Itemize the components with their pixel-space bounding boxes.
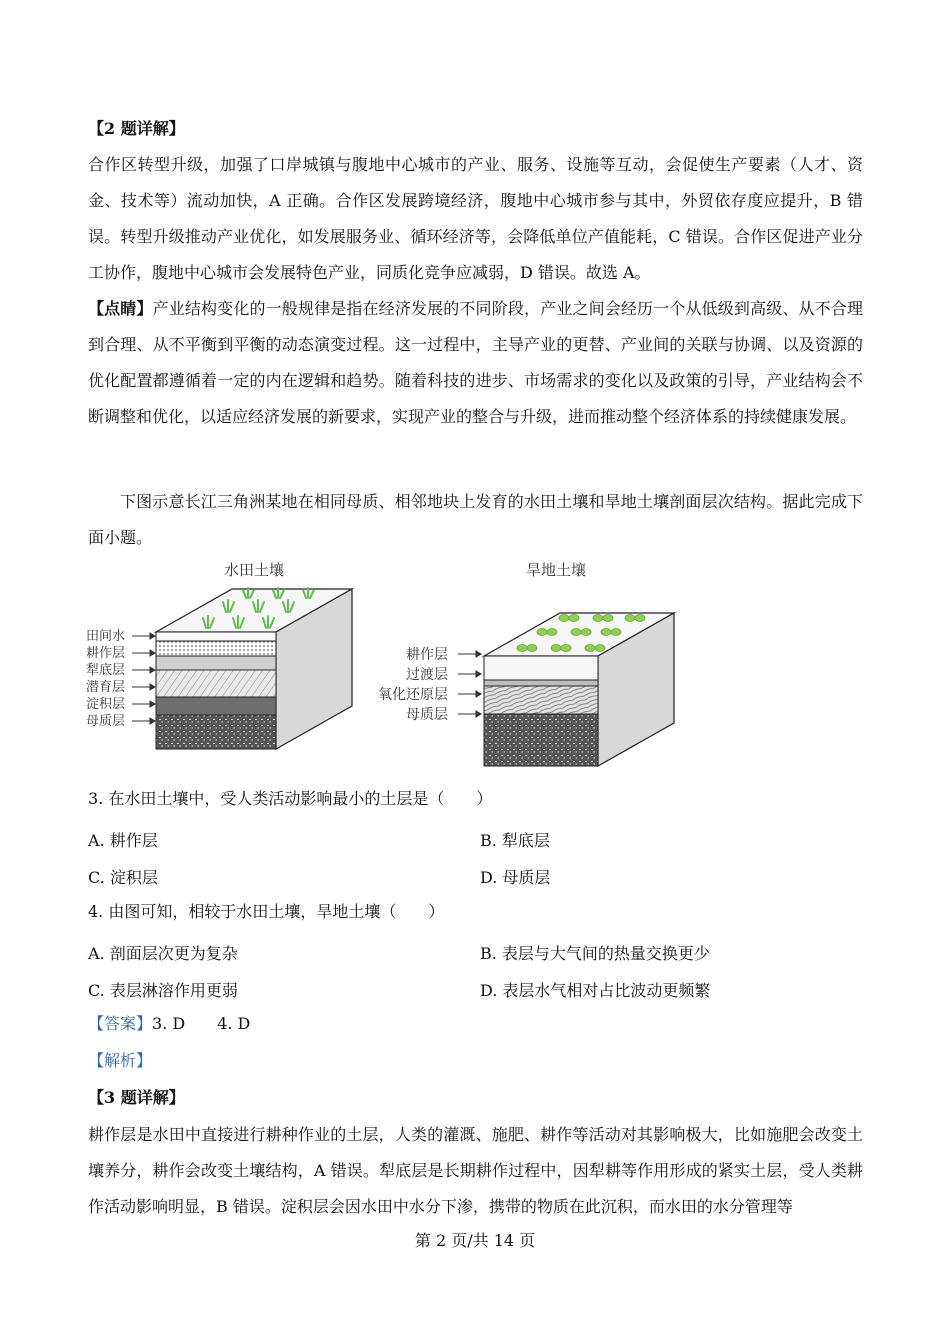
q3-option-c: C. 淀积层 (88, 868, 158, 887)
paddy-arrows (132, 633, 155, 724)
paddy-soil-title: 水田土壤 (224, 561, 285, 579)
q2-heading: 【2 题详解】 (88, 119, 185, 138)
dry-label-redox: 氧化还原层 (378, 687, 448, 703)
q3-option-a: A. 耕作层 (88, 831, 158, 850)
soil-profile-figure (86, 556, 686, 776)
analysis-label: 【解析】 (88, 1051, 153, 1070)
answer-label: 【答案】 (88, 1014, 153, 1033)
dry-label-transition: 过渡层 (406, 667, 448, 683)
dry-soil-block (484, 613, 674, 766)
figure-intro: 下图示意长江三角洲某地在相同母质、相邻地块上发育的水田土壤和旱地土壤剖面层次结构。据此完成下面小题。 (88, 492, 863, 547)
q4-option-a: A. 剖面层次更为复杂 (88, 944, 238, 963)
q4-option-b: B. 表层与大气间的热量交换更少 (480, 944, 710, 963)
dianjing-label: 【点睛】 (88, 299, 153, 318)
question-3-stem: 3. 在水田土壤中，受人类活动影响最小的土层是（ ） (88, 789, 493, 808)
dry-soil-title: 旱地土壤 (526, 561, 587, 579)
q4-option-d: D. 表层水气相对占比波动更频繁 (480, 981, 711, 1000)
paddy-label-illuvial: 淀积层 (86, 697, 126, 712)
question-4-stem: 4. 由图可知，相较于水田土壤，旱地土壤（ ） (88, 902, 445, 921)
q3-option-d: D. 母质层 (480, 868, 551, 887)
paddy-label-tillage: 耕作层 (86, 646, 126, 661)
dry-label-tillage: 耕作层 (406, 647, 448, 663)
q3-heading: 【3 题详解】 (88, 1088, 185, 1107)
dry-label-parent: 母质层 (406, 707, 448, 723)
paddy-soil-block (156, 588, 352, 749)
dianjing-paragraph (88, 291, 863, 435)
answer-text: 3. D 4. D (152, 1014, 251, 1033)
q2-explanation: 合作区转型升级，加强了口岸城镇与腹地中心城市的产业、服务、设施等互动，会促使生产要素（人才、资金、技术等）流动加快，A 正确。合作区发展跨境经济，腹地中心城市参与其中，外贸依存度应提升，B 错误。转型升级推动产业优化，如发展服务业、循环经济等，会降低单位产值能耗，C 错误。合作区促进产业分工协作，腹地中心城市会发展特色产业，同质化竞争应减弱，D 错误。故选 A。 (88, 155, 863, 282)
answer-line (88, 1006, 863, 1042)
paddy-label-field-water: 田间水 (86, 629, 126, 644)
paddy-label-gley: 潜育层 (86, 680, 126, 695)
page-footer: 第 2 页/共 14 页 (414, 1231, 536, 1250)
q3-option-b: B. 犁底层 (480, 831, 550, 850)
dry-arrows (458, 651, 481, 717)
paddy-label-plow-pan: 犁底层 (86, 663, 126, 678)
dianjing-text: 产业结构变化的一般规律是指在经济发展的不同阶段，产业之间会经历一个从低级到高级、从不合理到合理、从不平衡到平衡的动态演变过程。这一过程中，主导产业的更替、产业间的关联与协调、以及资源的优化配置都遵循着一定的内在逻辑和趋势。随着科技的进步、市场需求的变化以及政策的引导，产业结构会不断调整和优化，以适应经济发展的新要求，实现产业的整合与升级，进而推动整个经济体系的持续健康发展。 (88, 299, 863, 426)
paddy-label-parent: 母质层 (86, 714, 126, 729)
q4-option-c: C. 表层淋溶作用更弱 (88, 981, 238, 1000)
q3-explanation: 耕作层是水田中直接进行耕种作业的土层，人类的灌溉、施肥、耕作等活动对其影响极大，比如施肥会改变土壤养分，耕作会改变土壤结构，A 错误。犁底层是长期耕作过程中，因犁耕等作用形成的紧实土层，受人类耕作活动影响明显，B 错误。淀积层会因水田中水分下渗，携带的物质在此沉积，而水田的水分管理等 (88, 1125, 863, 1216)
